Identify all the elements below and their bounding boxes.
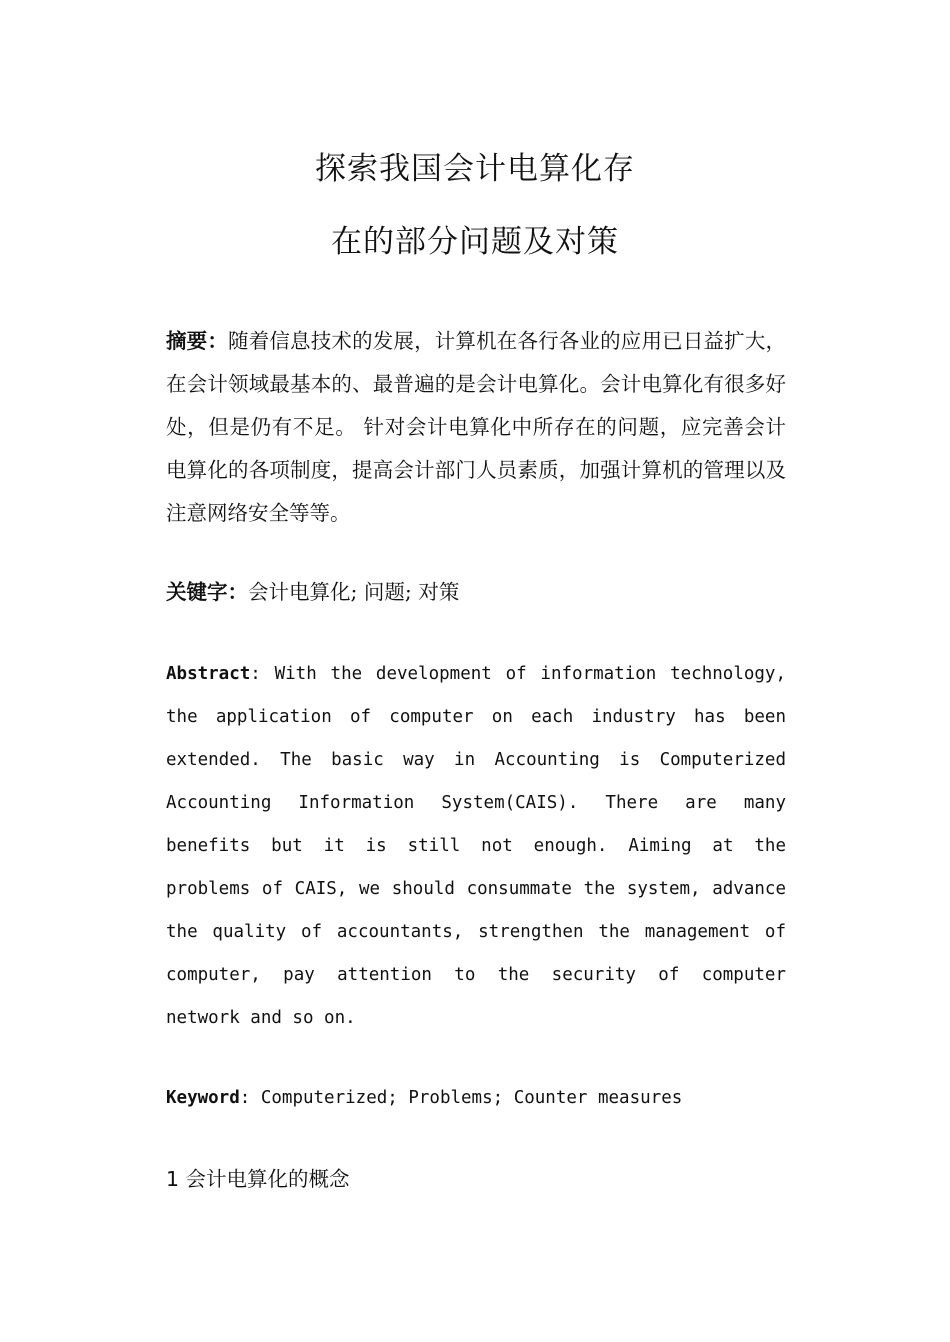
abstract-en-label: Abstract xyxy=(166,664,251,684)
keywords-en xyxy=(166,1077,786,1120)
abstract-en-text: : With the development of information technology, the application of computer on each industry has been extended. The basic way in Accounting is Computerized Accounting Information System(CAIS). There are many benefits but it is still not enough. Aiming at the problems of CAIS, we should consummate the system, advance the quality of accountants, strengthen the management of computer, pay attention to the security of computer network and so on. xyxy=(166,664,786,1028)
abstract-cn-text: 随着信息技术的发展，计算机在各行各业的应用已日益扩大，在会计领域最基本的、最普遍的是会计电算化。会计电算化有很多好处，但是仍有不足。 针对会计电算化中所存在的问题，应完善会计电算化的各项制度，提高会计部门人员素质，加强计算机的管理以及注意网络安全等等。 xyxy=(166,329,787,525)
keywords-en-text: : Computerized; Problems; Counter measures xyxy=(239,1088,683,1108)
keywords-cn-label: 关键字： xyxy=(166,580,248,604)
title-line-2: 在的部分问题及对策 xyxy=(331,224,619,260)
keywords-en-label: Keyword xyxy=(166,1088,240,1108)
abstract-cn xyxy=(166,320,786,535)
abstract-en xyxy=(166,653,786,1040)
keywords-cn-text: 会计电算化; 问题; 对策 xyxy=(248,580,460,604)
abstract-cn-label: 摘要： xyxy=(166,329,229,353)
title-line-1: 探索我国会计电算化存 xyxy=(315,151,635,187)
keywords-cn xyxy=(166,571,786,614)
section-1-heading: 1 会计电算化的概念 xyxy=(166,1167,350,1191)
